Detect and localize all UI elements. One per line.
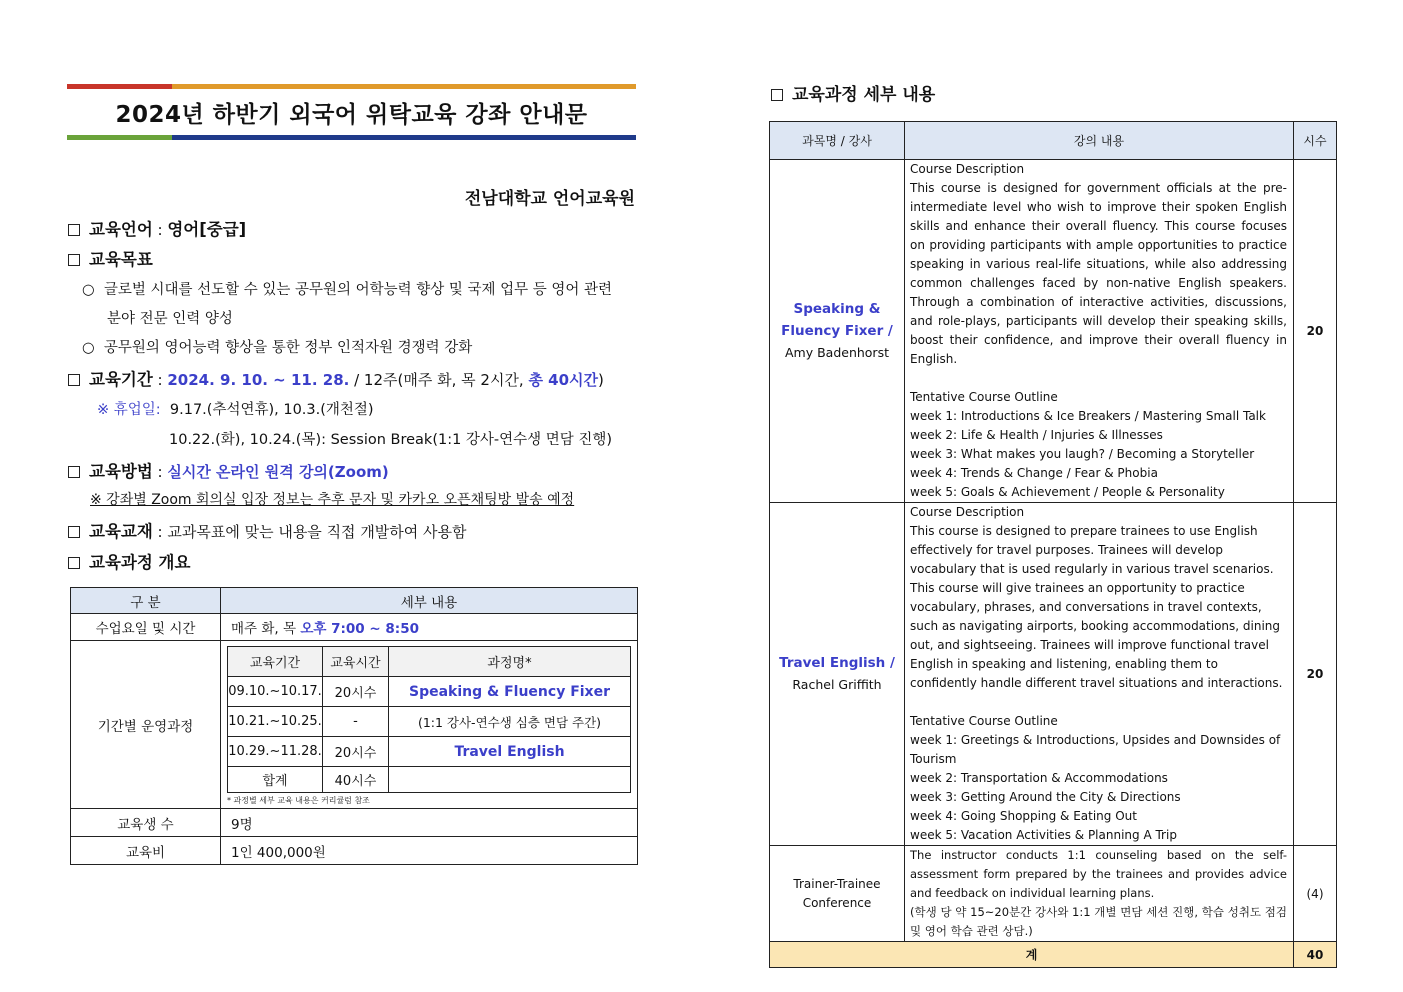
curriculum-header-content: 강의 내용 xyxy=(905,122,1294,160)
conference-description: The instructor conducts 1:1 counseling based on the self-assessment form prepared by the trainees and provides advice and feedback on individual learning plans. xyxy=(910,848,1287,900)
language-section: 교육언어 : 영어[중급] xyxy=(68,216,246,240)
checkbox-square-icon xyxy=(68,526,80,538)
inner-header-period: 교육기간 xyxy=(228,647,323,677)
checkbox-square-icon xyxy=(68,224,80,236)
goal-item-1: ○ 글로벌 시대를 선도할 수 있는 공무원의 어학능력 향상 및 국제 업무 등 영어 관련 xyxy=(82,282,613,298)
course-subject: Trainer-Trainee Conference xyxy=(770,846,905,942)
course-row-conference xyxy=(770,846,1337,942)
goal-item-2: ○ 공무원의 영어능력 향상을 통한 정부 인적자원 경쟁력 강화 xyxy=(82,340,473,356)
table-row: 10.29.~11.28. 20시수 Travel English xyxy=(228,737,631,767)
course-description-title: Course Description xyxy=(910,162,1025,176)
conference-description-kr: (학생 당 약 15~20분간 강사와 1:1 개별 면담 세션 진행, 학습 성취도 점검 및 영어 학습 관련 상담.) xyxy=(910,905,1287,938)
week-item: week 4: Going Shopping & Eating Out xyxy=(910,809,1137,823)
table-row: 10.21.~10.25. - (1:1 강사-연수생 심층 면담 주간) xyxy=(228,707,631,737)
instructor-name: Rachel Griffith xyxy=(792,677,882,692)
goal-item-1-cont: 분야 전문 인력 양성 xyxy=(107,311,233,327)
inner-header-course: 과정명* xyxy=(389,647,631,677)
course-description: This course is designed to prepare trainees to use English effectively for travel purposes. Trainees will develop vocabulary that is used regularly in various travel scenarios. This course will give trainees an opportunity to practice vocabulary, phrases, and conversations in travel contexts, such as navigating airports, booking accommodations, dining out, and sightseeing. Trainees will improve functional travel English in speaking and listening, enabling them to confidently handle different travel situations and interactions. xyxy=(910,524,1283,690)
week-item: week 1: Introductions & Ice Breakers / Mastering Small Talk xyxy=(910,409,1266,423)
checkbox-square-icon xyxy=(68,374,80,386)
week-item: week 1: Greetings & Introductions, Upsides and Downsides of Tourism xyxy=(910,733,1281,766)
fee-label: 교육비 xyxy=(71,837,221,865)
course-description: This course is designed for government officials at the pre-intermediate level who wish to improve their spoken English skills and enhance their overall fluency. This course focuses on providing participants with ample opportunities to practice speaking in various real-life situations, while also addressing common challenges faced by non-native English speakers. Through a combination of interactive activities, discussions, and role-plays, participants will develop their speaking skills, boost their confidence, and improve their overall fluency in English. xyxy=(910,181,1287,366)
zoom-note: ※ 강좌별 Zoom 회의실 입장 정보는 추후 문자 및 카카오 오픈채팅방 발송 예정 xyxy=(90,492,575,508)
inner-header-hours: 교육시간 xyxy=(323,647,389,677)
checkbox-square-icon xyxy=(68,254,80,266)
course-content xyxy=(905,160,1294,503)
overview-table xyxy=(70,587,638,865)
overview-header-detail: 세부 내용 xyxy=(221,588,638,614)
course-hours: 20 xyxy=(1294,503,1337,846)
period-course-label: 기간별 운영과정 xyxy=(71,641,221,809)
course-content xyxy=(905,846,1294,942)
detail-heading: 교육과정 세부 내용 xyxy=(771,80,935,105)
students-value: 9명 xyxy=(221,809,638,837)
total-label: 계 xyxy=(770,942,1294,968)
week-item: week 3: What makes you laugh? / Becoming a Storyteller xyxy=(910,447,1255,461)
course-subject: Speaking & Fluency Fixer / Amy Badenhorst xyxy=(770,160,905,503)
material-section: 교육교재 : 교과목표에 맞는 내용을 직접 개발하여 사용함 xyxy=(68,518,467,542)
inner-table-note: * 과정별 세부 교육 내용은 커리큘럼 참조 xyxy=(227,796,370,805)
schedule-label: 수업요일 및 시간 xyxy=(71,614,221,641)
course-outline-title: Tentative Course Outline xyxy=(910,714,1058,728)
title-top-bar xyxy=(67,84,636,89)
fee-value: 1인 400,000원 xyxy=(221,837,638,865)
holiday-line-1: ※ 휴업일: 9.17.(추석연휴), 10.3.(개천절) xyxy=(97,402,374,418)
organization-name: 전남대학교 언어교육원 xyxy=(464,189,635,209)
week-item: week 5: Goals & Achievement / People & Personality xyxy=(910,485,1225,499)
total-hours: 40 xyxy=(1294,942,1337,968)
page-title: 2024년 하반기 외국어 위탁교육 강좌 안내문 xyxy=(115,102,588,128)
curriculum-header-subject: 과목명 / 강사 xyxy=(770,122,905,160)
week-item: week 5: Vacation Activities & Planning A Trip xyxy=(910,828,1177,842)
checkbox-square-icon xyxy=(771,89,783,101)
curriculum-header-hours: 시수 xyxy=(1294,122,1337,160)
checkbox-square-icon xyxy=(68,557,80,569)
period-course-table xyxy=(227,646,631,793)
course-content xyxy=(905,503,1294,846)
course-row-travel xyxy=(770,503,1337,846)
total-row xyxy=(770,942,1337,968)
course-row-speaking xyxy=(770,160,1337,503)
overview-header-category: 구 분 xyxy=(71,588,221,614)
period-section: 교육기간 : 2024. 9. 10. ~ 11. 28. / 12주(매주 화, 목 2시간, 총 40시간) xyxy=(68,366,604,390)
course-hours: 20 xyxy=(1294,160,1337,503)
course-description-title: Course Description xyxy=(910,505,1025,519)
curriculum-table xyxy=(769,121,1337,968)
week-item: week 2: Life & Health / Injuries & Illnesses xyxy=(910,428,1163,442)
students-label: 교육생 수 xyxy=(71,809,221,837)
holiday-line-2: 10.22.(화), 10.24.(목): Session Break(1:1 강사-연수생 면담 진행) xyxy=(169,432,613,448)
week-item: week 4: Trends & Change / Fear & Phobia xyxy=(910,466,1158,480)
instructor-name: Amy Badenhorst xyxy=(784,345,889,360)
overview-heading: 교육과정 개요 xyxy=(68,549,190,573)
method-section: 교육방법 : 실시간 온라인 원격 강의(Zoom) xyxy=(68,458,389,482)
course-outline-title: Tentative Course Outline xyxy=(910,390,1058,404)
week-item: week 2: Transportation & Accommodations xyxy=(910,771,1168,785)
week-item: week 3: Getting Around the City & Directions xyxy=(910,790,1181,804)
course-hours: (4) xyxy=(1294,846,1337,942)
schedule-value: 매주 화, 목 오후 7:00 ~ 8:50 xyxy=(221,614,638,641)
table-row: 09.10.~10.17. 20시수 Speaking & Fluency Fixer xyxy=(228,677,631,707)
title-bottom-bar xyxy=(67,135,636,140)
checkbox-square-icon xyxy=(68,466,80,478)
table-row: 합계 40시수 xyxy=(228,767,631,793)
course-subject: Travel English / Rachel Griffith xyxy=(770,503,905,846)
goal-section: 교육목표 xyxy=(68,246,153,270)
period-course-cell xyxy=(221,641,638,809)
